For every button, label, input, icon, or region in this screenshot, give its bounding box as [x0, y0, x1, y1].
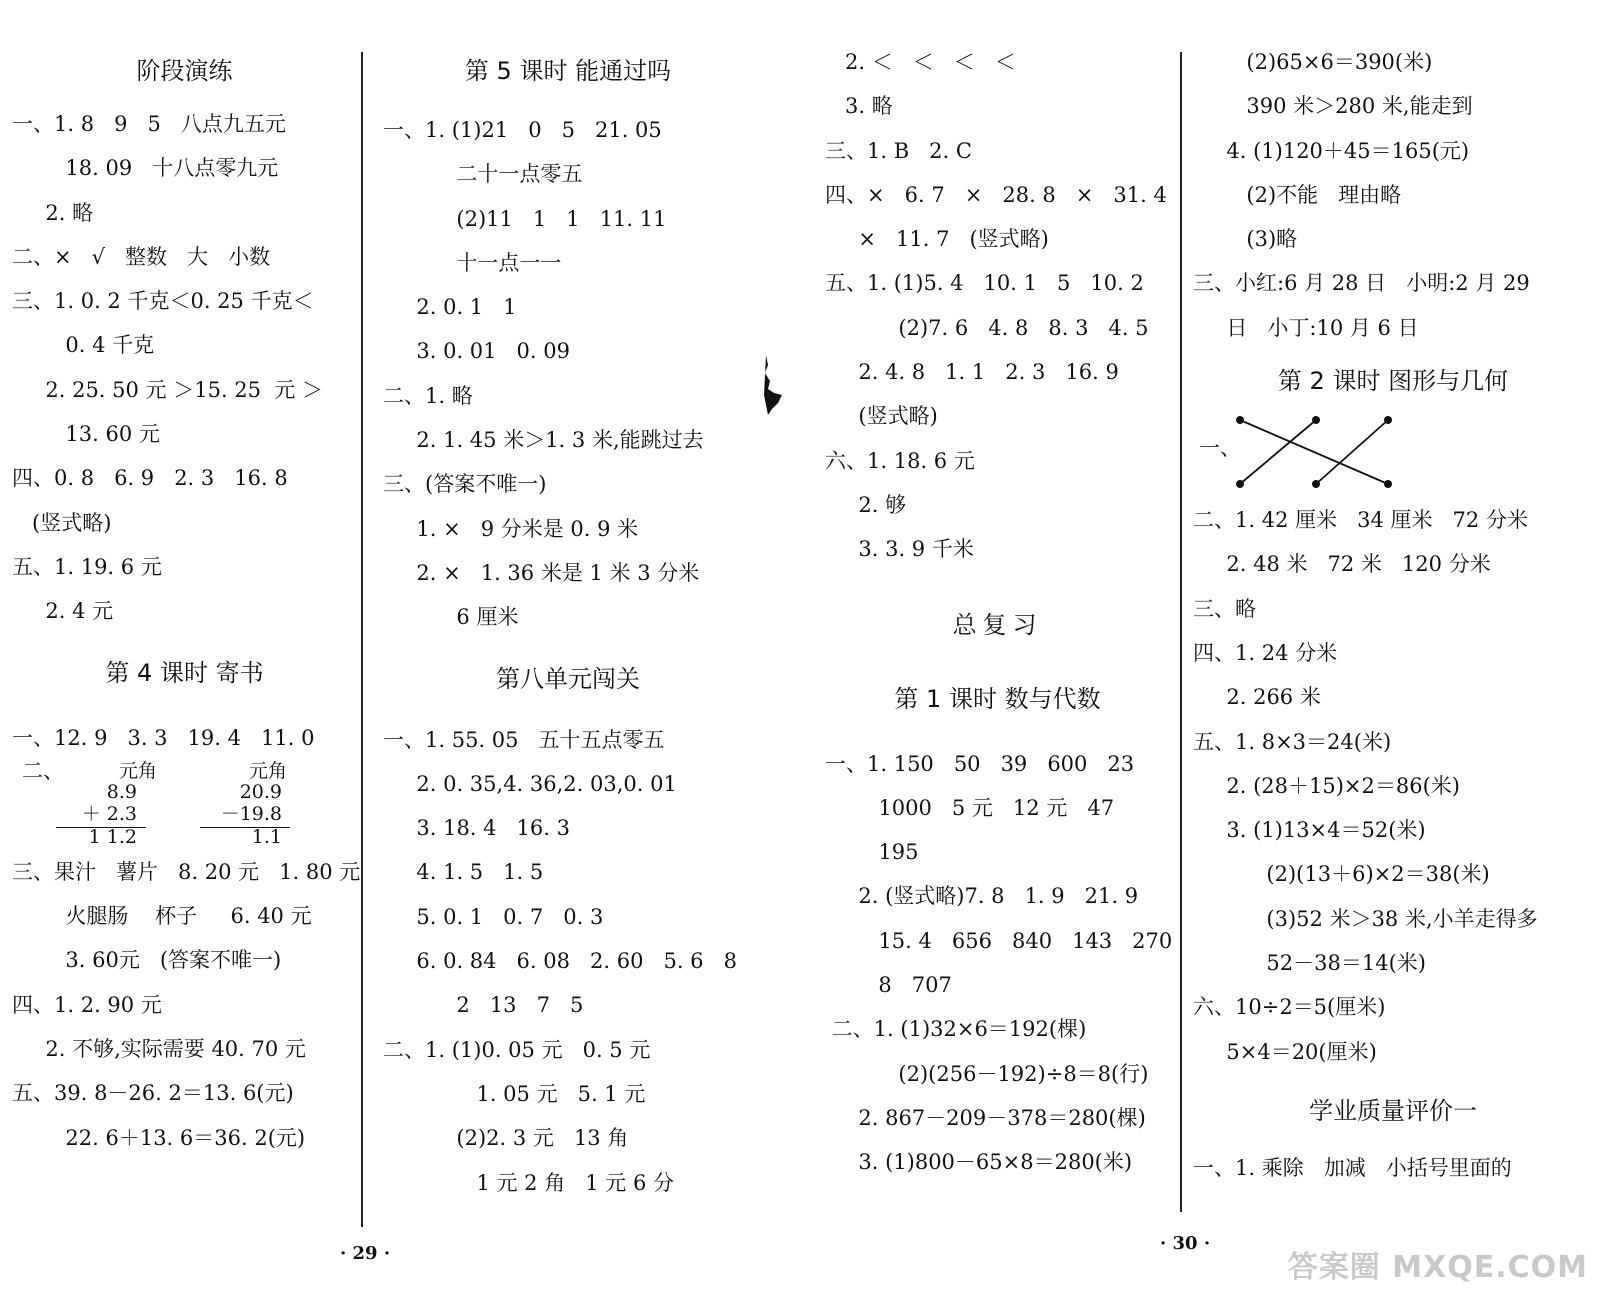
answer-line: 3. 18. 4 16. 3	[383, 816, 570, 841]
page-number-left: · 29 ·	[340, 1243, 391, 1264]
answer-line: 1. × 9 分米是 0. 9 米	[383, 516, 639, 541]
answer-line: 2. (竖式略)7. 8 1. 9 21. 9	[825, 884, 1139, 909]
answer-line: 2. ＜ ＜ ＜ ＜	[825, 50, 1016, 74]
answer-line: 4. (1)120＋45＝165(元)	[1193, 138, 1470, 163]
answer-line: 五、1. 8×3＝24(米)	[1193, 729, 1392, 754]
matching-diagram	[1193, 412, 1593, 498]
operand: ＋ 2.3	[81, 802, 137, 825]
answer-line: (2)2. 3 元 13 角	[383, 1126, 629, 1151]
answer-line: (2)(256－192)÷8＝8(行)	[825, 1061, 1149, 1086]
page-number-right: · 30 ·	[1160, 1233, 1211, 1254]
unit-header: 元角	[118, 759, 157, 782]
answer-line: 五、1. (1)5. 4 10. 1 5 10. 2	[825, 271, 1144, 296]
section-heading: 第 1 课时 数与代数	[894, 684, 1101, 713]
answer-line: 2. 4. 8 1. 1 2. 3 16. 9	[825, 360, 1119, 385]
answer-line: 6. 0. 84 6. 08 2. 60 5. 6 8	[383, 949, 737, 974]
result: 1 1.2	[88, 825, 137, 848]
column-4	[1193, 40, 1593, 1190]
answer-line: 3. (1)800－65×8＝280(米)	[825, 1150, 1133, 1175]
answer-line: 火腿肠 杯子 6. 40 元	[12, 904, 312, 929]
answer-line: 2. 48 米 72 米 120 分米	[1193, 552, 1491, 577]
answer-line: 二、1. (1)32×6＝192(棵)	[825, 1017, 1087, 1042]
answer-line: 8 707	[825, 973, 952, 998]
matching-lines	[1218, 412, 1438, 498]
answer-line: 三、1. 0. 2 千克＜0. 25 千克＜	[12, 289, 314, 314]
answer-line: 2. 867－209－378＝280(棵)	[825, 1105, 1146, 1130]
section-heading: 第 5 课时 能通过吗	[464, 57, 672, 85]
result: 1.1	[251, 825, 282, 848]
answer-line: 四、0. 8 6. 9 2. 3 16. 8	[12, 466, 288, 491]
answer-line: 15. 4 656 840 143 270	[825, 928, 1173, 953]
column-3	[825, 40, 1173, 1185]
answer-line: 一、12. 9 3. 3 19. 4 11. 0	[12, 725, 315, 750]
answer-line: (2)11 1 1 11. 11	[383, 206, 667, 231]
section-heading: 学业质量评价一	[1309, 1096, 1477, 1125]
answer-line: 日 小丁:10 月 6 日	[1193, 315, 1419, 340]
operand: 20.9	[239, 780, 282, 803]
answer-line: 一、1. 150 50 39 600 23	[825, 751, 1135, 776]
question-number: 二、	[22, 758, 64, 783]
answer-line: 五、39. 8－26. 2＝13. 6(元)	[12, 1081, 294, 1106]
answer-line: 5. 0. 1 0. 7 0. 3	[383, 904, 604, 929]
vertical-calculation	[12, 760, 357, 850]
answer-line: 3. 3. 9 千米	[825, 537, 974, 562]
answer-line: 二、1. (1)0. 05 元 0. 5 元	[383, 1037, 651, 1062]
answer-line: 6 厘米	[383, 605, 519, 630]
section-heading: 总复习	[952, 610, 1043, 639]
answer-line: 2. (28＋15)×2＝86(米)	[1193, 773, 1460, 798]
answer-line: 2. × 1. 36 米是 1 米 3 分米	[383, 560, 700, 585]
section-heading: 阶段演练	[136, 57, 233, 85]
section-heading: 第 2 课时 图形与几何	[1277, 367, 1509, 396]
answer-line: 2. 不够,实际需要 40. 70 元	[12, 1037, 306, 1062]
unit-header: 元角	[248, 759, 287, 782]
answer-line: 52－38＝14(米)	[1193, 951, 1426, 976]
answer-line: 四、× 6. 7 × 28. 8 × 31. 4	[825, 182, 1167, 207]
answer-line: 二、1. 42 厘米 34 厘米 72 分米	[1193, 508, 1528, 533]
answer-line: 3. (1)13×4＝52(米)	[1193, 818, 1426, 843]
answer-line: 18. 09 十八点零九元	[12, 156, 279, 181]
answer-line: 13. 60 元	[12, 422, 160, 447]
answer-line: 二、1. 略	[383, 383, 473, 408]
answer-line: (竖式略)	[825, 404, 938, 429]
section-heading: 第 4 课时 寄书	[105, 658, 264, 687]
answer-line: 22. 6＋13. 6＝36. 2(元)	[12, 1125, 306, 1150]
operand: －19.8	[220, 802, 282, 825]
answer-line: 1. 05 元 5. 1 元	[383, 1081, 646, 1106]
answer-line: 五、1. 19. 6 元	[12, 554, 162, 579]
answer-line: 四、1. 2. 90 元	[12, 992, 162, 1017]
answer-line: 六、1. 18. 6 元	[825, 448, 975, 473]
answer-line: 3. 60元 (答案不唯一)	[12, 948, 282, 973]
answer-line: 三、略	[1193, 596, 1256, 621]
answer-line: 2 13 7 5	[383, 993, 584, 1018]
answer-line: 1000 5 元 12 元 47	[825, 795, 1115, 820]
answer-line: 二、× √ 整数 大 小数	[12, 244, 271, 269]
answer-line: 2. 够	[825, 492, 907, 517]
answer-line: (3)略	[1193, 227, 1298, 252]
answer-line: 十一点一一	[383, 250, 562, 275]
answer-line: 1 元 2 角 1 元 6 分	[383, 1170, 674, 1195]
answer-line: 三、果汁 薯片 8. 20 元 1. 80 元	[12, 859, 361, 884]
column-1	[12, 40, 361, 1160]
answer-line: 3. 略	[825, 94, 893, 119]
answer-line: 3. 0. 01 0. 09	[383, 339, 570, 364]
operand: 8.9	[106, 780, 137, 803]
answer-line: 三、(答案不唯一)	[383, 472, 547, 497]
answer-line: 2. 0. 35,4. 36,2. 03,0. 01	[383, 771, 677, 796]
column-divider	[1180, 52, 1182, 1212]
answer-line: 2. 1. 45 米＞1. 3 米,能跳过去	[383, 428, 704, 453]
answer-line: 六、10÷2＝5(厘米)	[1193, 995, 1386, 1020]
answer-line: 三、1. B 2. C	[825, 138, 972, 163]
answer-line: 一、1. (1)21 0 5 21. 05	[383, 118, 662, 142]
answer-line: 二十一点零五	[383, 162, 583, 187]
answer-line: 5×4＝20(厘米)	[1193, 1039, 1377, 1064]
answer-line: (2)7. 6 4. 8 8. 3 4. 5	[825, 315, 1149, 340]
answer-line: (3)52 米＞38 米,小羊走得多	[1193, 906, 1538, 931]
section-heading: 第八单元闯关	[496, 664, 640, 693]
answer-line: (2)(13＋6)×2＝38(米)	[1193, 862, 1490, 887]
answer-line: (竖式略)	[12, 510, 112, 535]
column-2	[383, 40, 753, 1205]
answer-line: (2)不能 理由略	[1193, 182, 1402, 207]
answer-line: 2. 0. 1 1	[383, 295, 517, 320]
answer-line: (2)65×6＝390(米)	[1193, 50, 1433, 74]
question-number: 一、	[1199, 436, 1241, 461]
answer-line: × 11. 7 (竖式略)	[825, 227, 1049, 252]
answer-line: 一、1. 8 9 5 八点九五元	[12, 112, 286, 136]
answer-line: 195	[825, 840, 919, 865]
answer-list	[12, 102, 357, 634]
column-divider	[361, 52, 363, 1227]
answer-line: 2. 266 米	[1193, 685, 1321, 710]
answer-line: 4. 1. 5 1. 5	[383, 860, 544, 885]
answer-line: 390 米＞280 米,能走到	[1193, 94, 1473, 119]
watermark: 答案圈 MXQE.COM	[1287, 1250, 1588, 1285]
answer-line: 0. 4 千克	[12, 333, 155, 358]
answer-line: 三、小红:6 月 28 日 小明:2 月 29	[1193, 271, 1530, 296]
answer-line: 一、1. 55. 05 五十五点零五	[383, 727, 665, 752]
answer-line: 2. 4 元	[12, 599, 114, 624]
answer-line: 2. 25. 50 元 ＞15. 25 元 ＞	[12, 377, 324, 402]
answer-line: 一、1. 乘除 加减 小括号里面的	[1193, 1155, 1512, 1180]
answer-line: 2. 略	[12, 200, 94, 225]
scan-smudge	[760, 355, 790, 435]
answer-line: 四、1. 24 分米	[1193, 640, 1338, 665]
